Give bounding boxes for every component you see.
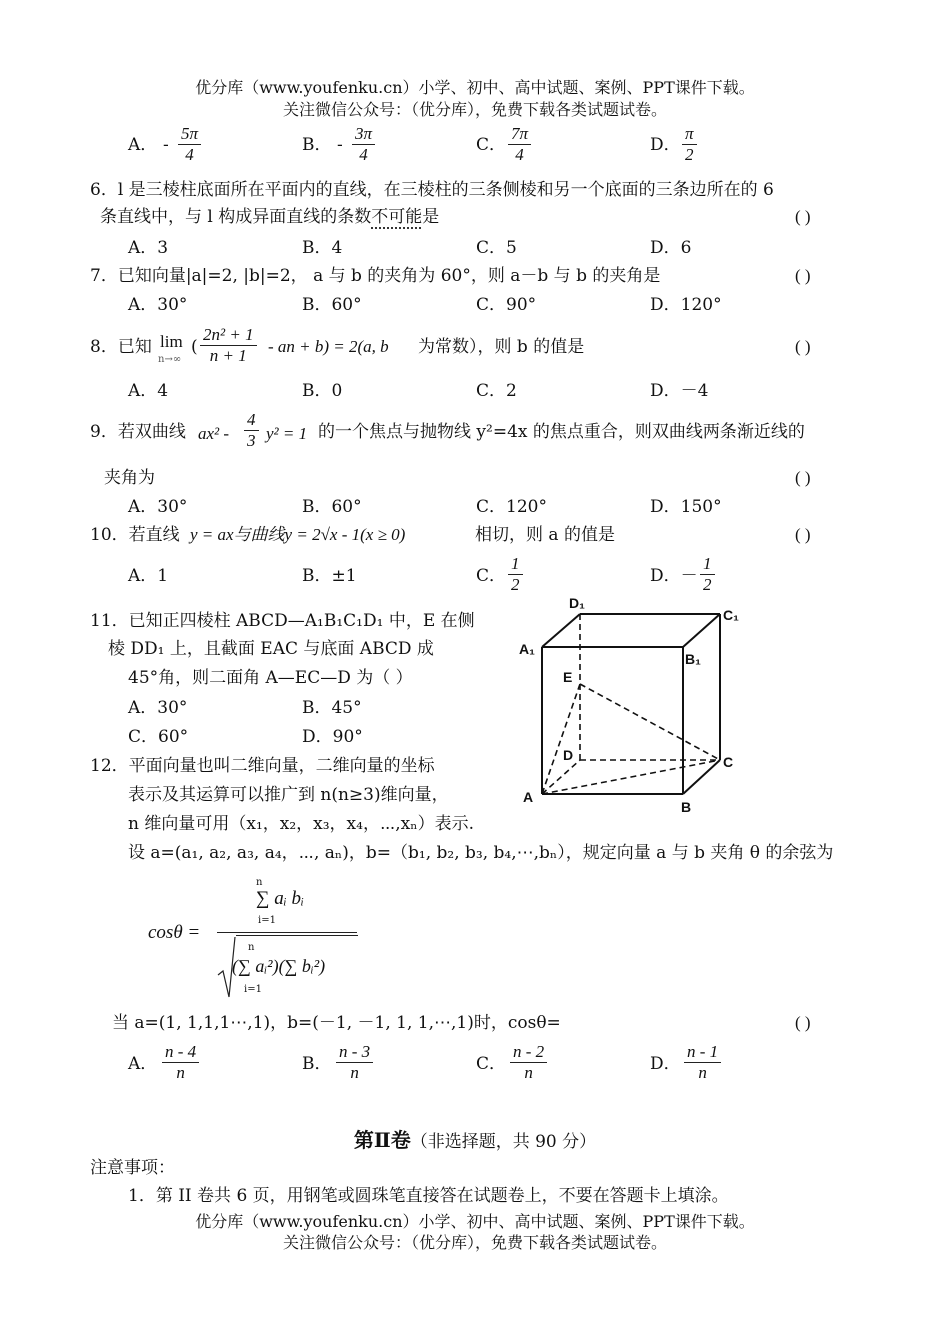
- q8-open-paren: (: [191, 337, 198, 357]
- q12-option-b-fraction: $\frac{n - 3}{n}$: [336, 1042, 373, 1083]
- note-1: 1．第 II 卷共 6 页，用钢笔或圆珠笔直接答在试题卷上，不要在答题卡上填涂。: [128, 1186, 729, 1206]
- q9-expression-2: y² = 1: [266, 424, 308, 443]
- label-d: D: [563, 747, 574, 763]
- q11-line-2: 棱 DD₁ 上，且截面 EAC 与底面 ABCD 成: [108, 639, 434, 659]
- label-b1: B₁: [685, 651, 701, 667]
- q8-lim-sub: n→∞: [158, 354, 182, 365]
- edge-bc: [683, 760, 720, 794]
- q9-option-b: B．60°: [302, 497, 362, 517]
- label-a: A: [523, 789, 534, 805]
- label-c: C: [723, 754, 734, 770]
- q12-option-d-letter: D．: [650, 1054, 681, 1074]
- notes-title: 注意事项：: [90, 1158, 175, 1178]
- q10-option-c-letter: C．: [476, 566, 507, 586]
- q12-option-a-letter: A．: [128, 1054, 158, 1074]
- q5-option-b-letter: B．: [302, 135, 332, 155]
- q11-option-b: B．45°: [302, 698, 362, 718]
- q5-option-d-fraction: $\frac{\pi}{2}$: [682, 124, 697, 165]
- q5-option-a-fraction: $\frac{5\pi}{4}$: [178, 124, 201, 165]
- q8-option-b: B．0: [302, 381, 343, 401]
- q9-option-d: D．150°: [650, 497, 722, 517]
- formula-num-sum-bottom: i=1: [258, 915, 276, 926]
- q8-option-d: D．－4: [650, 381, 709, 401]
- q11-option-c: C．60°: [128, 727, 189, 747]
- q10-suffix: 相切，则 a 的值是: [475, 525, 615, 545]
- q6-option-c: C．5: [476, 238, 517, 258]
- q8-option-c: C．2: [476, 381, 517, 401]
- q9-answer-paren: ( ): [795, 468, 811, 487]
- q7-answer-paren: ( ): [795, 266, 811, 285]
- q10-expression: y = ax与曲线y = 2√x - 1(x ≥ 0): [190, 525, 406, 544]
- q12-line-1: 12．平面向量也叫二维向量，二维向量的坐标: [90, 756, 435, 776]
- q12-option-a-fraction: $\frac{n - 4}{n}$: [162, 1042, 199, 1083]
- q9-prefix: 9．若双曲线: [90, 422, 186, 442]
- section-2-title: 第Ⅱ卷: [353, 1128, 411, 1152]
- q11-option-a: A．30°: [128, 698, 188, 718]
- formula-numerator: ∑ aᵢ bᵢ: [256, 888, 305, 909]
- q12-line-4: 设 a=(a₁, a₂, a₃, a₄，⋯, aₙ)，b=（b₁, b₂, b₃, b₄,⋯,bₙ），规定向量 a 与 b 夹角 θ 的余弦为: [128, 843, 834, 863]
- prism-figure: [515, 592, 745, 822]
- formula-num-sum-top: n: [256, 877, 263, 888]
- formula-fraction-bar: [217, 932, 357, 933]
- q12-line-2: 表示及其运算可以推广到 n(n≥3)维向量，: [128, 785, 449, 805]
- q5-option-d-letter: D．: [650, 135, 681, 155]
- edge-ec-hidden: [580, 684, 720, 760]
- formula-den-sum-bottom: i=1: [244, 984, 262, 995]
- q5-option-c-letter: C．: [476, 135, 507, 155]
- edge-a1d1: [542, 614, 580, 647]
- q12-line-3: n 维向量可用（x₁，x₂，x₃，x₄，⋯,xₙ）表示.: [128, 814, 475, 834]
- q8-suffix: 为常数），则 b 的值是: [418, 337, 585, 357]
- q8-option-a: A．4: [128, 381, 169, 401]
- q6-option-d: D．6: [650, 238, 692, 258]
- label-e: E: [563, 669, 573, 685]
- q10-option-d-letter: D．－: [650, 566, 698, 586]
- q5-option-a-letter: A．: [128, 135, 158, 155]
- footer-line-1: 优分库（www.youfenku.cn）小学、初中、高中试题、案例、PPT课件下载。: [195, 1212, 755, 1231]
- q5-option-a-sign: -: [163, 135, 169, 155]
- label-d1: D₁: [569, 595, 585, 611]
- q10-prefix: 10．若直线: [90, 525, 180, 545]
- edge-ac-hidden: [542, 760, 720, 794]
- q7-option-b: B．60°: [302, 295, 362, 315]
- q12-option-b-letter: B．: [302, 1054, 332, 1074]
- q10-answer-paren: ( ): [795, 525, 811, 544]
- section-2-subtitle: （非选择题，共 90 分）: [410, 1132, 597, 1152]
- label-b: B: [681, 799, 692, 815]
- section-2-heading: [0, 1128, 950, 1152]
- edge-b1c1: [683, 614, 720, 647]
- footer-line-2: 关注微信公众号：（优分库），免费下载各类试题试卷。: [282, 1233, 667, 1252]
- header-line-1: 优分库（www.youfenku.cn）小学、初中、高中试题、案例、PPT课件下载。: [195, 78, 755, 97]
- q11-line-3: 45°角，则二面角 A—EC—D 为（ ）: [128, 668, 413, 688]
- q8-answer-paren: ( ): [795, 337, 811, 356]
- q7-option-a: A．30°: [128, 295, 188, 315]
- q8-prefix: 8．已知: [90, 337, 152, 357]
- q12-option-d-fraction: $\frac{n - 1}{n}$: [684, 1042, 721, 1083]
- q5-option-c-fraction: $\frac{7\pi}{4}$: [508, 124, 531, 165]
- q8-fraction: $\frac{\text{2n² + 1}}{n + 1}$: [200, 325, 257, 366]
- q9-expression-1: ax² -: [198, 424, 230, 443]
- q10-option-c-fraction: $\frac{1}{2}$: [508, 554, 523, 595]
- q9-suffix: 的一个焦点与抛物线 y²=4x 的焦点重合，则双曲线两条渐近线的: [318, 422, 805, 442]
- q9-option-c: C．120°: [476, 497, 547, 517]
- q12-option-c-fraction: $\frac{n - 2}{n}$: [510, 1042, 547, 1083]
- q6-emphasis: 不可能: [371, 207, 423, 227]
- formula-sqrt-bar: [236, 935, 358, 936]
- q10-option-d-fraction: $\frac{1}{2}$: [700, 554, 715, 595]
- formula-lhs: cosθ =: [148, 922, 201, 943]
- q10-option-a: A．1: [128, 566, 169, 586]
- header-line-2: 关注微信公众号：（优分库），免费下载各类试题试卷。: [282, 100, 667, 119]
- q7-option-c: C．90°: [476, 295, 537, 315]
- edge-ad-hidden: [542, 760, 580, 794]
- q6-line-2: 条直线中，与 l 构成异面直线的条数不可能是: [100, 207, 440, 227]
- q9-option-a: A．30°: [128, 497, 188, 517]
- label-c1: C₁: [723, 607, 739, 623]
- q11-option-d: D．90°: [302, 727, 363, 747]
- q5-option-b-sign: -: [337, 135, 343, 155]
- formula-denominator: (∑ aᵢ²)(∑ bᵢ²): [232, 956, 326, 976]
- q11-line-1: 11．已知正四棱柱 ABCD—A₁B₁C₁D₁ 中，E 在侧: [90, 611, 475, 631]
- q7-text: 7．已知向量|a|=2, |b|=2， a 与 b 的夹角为 60°，则 a－b 与 b 的夹角是: [90, 266, 661, 286]
- q9-fraction: $\frac{4}{3}$: [244, 410, 259, 451]
- q6-answer-paren: ( ): [795, 207, 811, 226]
- q12-answer-paren: ( ): [795, 1013, 811, 1032]
- q6-option-b: B．4: [302, 238, 343, 258]
- label-a1: A₁: [519, 641, 535, 657]
- q6-line-1: 6．l 是三棱柱底面所在平面内的直线，在三棱柱的三条侧棱和另一个底面的三条边所在的 6: [90, 180, 774, 200]
- q5-option-b-fraction: $\frac{3\pi}{4}$: [352, 124, 375, 165]
- q10-option-b: B．±1: [302, 566, 357, 586]
- q8-expression: - an + b) = 2(a, b: [268, 337, 389, 356]
- q6-option-a: A．3: [128, 238, 169, 258]
- q8-lim: lim: [160, 332, 183, 351]
- formula-den-sum-top: n: [248, 942, 255, 953]
- q12-option-c-letter: C．: [476, 1054, 507, 1074]
- q12-line-5: 当 a=(1, 1,1,1⋯,1)，b=(－1, －1, 1, 1,⋯,1)时，cosθ=: [112, 1013, 561, 1033]
- q7-option-d: D．120°: [650, 295, 722, 315]
- q9-line-2: 夹角为: [104, 468, 155, 488]
